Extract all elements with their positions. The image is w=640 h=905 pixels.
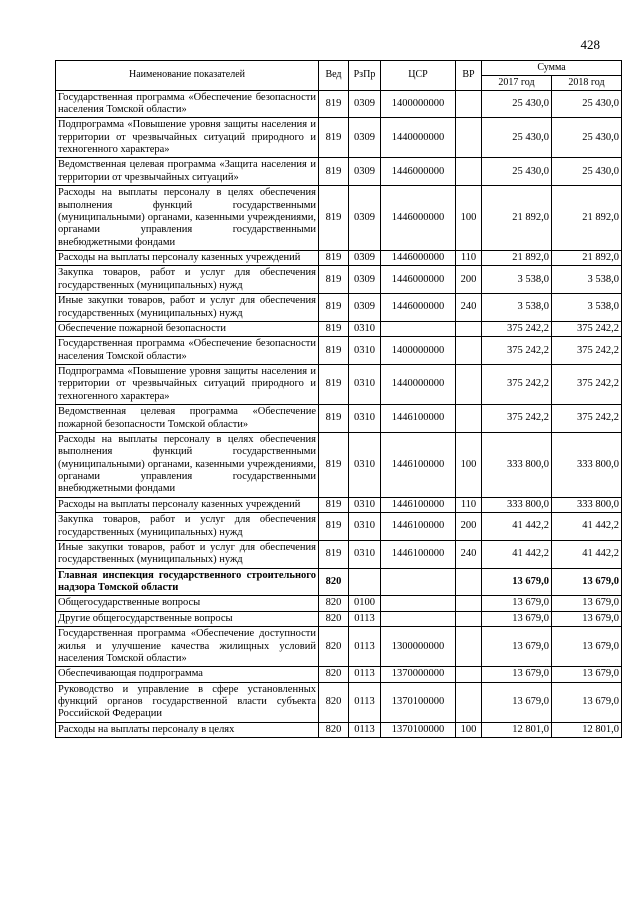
cell-sum-2018: 375 242,2 (552, 365, 622, 405)
table-row (56, 432, 622, 497)
cell-sum-2017: 375 242,2 (482, 337, 552, 365)
table-row (56, 405, 622, 433)
cell-ved: 820 (319, 667, 349, 682)
cell-sum-2018: 21 892,0 (552, 186, 622, 251)
cell-sum-2018: 25 430,0 (552, 118, 622, 158)
cell-sum-2017: 12 801,0 (482, 722, 552, 737)
table-row (56, 321, 622, 336)
cell-csr: 1446000000 (381, 294, 456, 322)
cell-sum-2017: 375 242,2 (482, 405, 552, 433)
cell-sum-2018: 13 679,0 (552, 611, 622, 626)
cell-vr (456, 405, 482, 433)
cell-sum-2018: 21 892,0 (552, 251, 622, 266)
table-row (56, 266, 622, 294)
cell-name: Обеспечение пожарной безопасности (56, 321, 319, 336)
cell-sum-2018: 375 242,2 (552, 337, 622, 365)
cell-name: Иные закупки товаров, работ и услуг для обеспечения государственных (муниципальных) нужд (56, 294, 319, 322)
cell-vr: 110 (456, 497, 482, 512)
cell-name: Общегосударственные вопросы (56, 596, 319, 611)
cell-vr (456, 667, 482, 682)
cell-ved: 820 (319, 627, 349, 667)
cell-vr (456, 321, 482, 336)
cell-sum-2018: 375 242,2 (552, 321, 622, 336)
cell-sum-2017: 375 242,2 (482, 365, 552, 405)
cell-ved: 820 (319, 682, 349, 722)
cell-csr: 1446000000 (381, 186, 456, 251)
cell-sum-2017: 13 679,0 (482, 627, 552, 667)
cell-vr (456, 337, 482, 365)
cell-csr: 1446100000 (381, 540, 456, 568)
cell-sum-2017: 25 430,0 (482, 118, 552, 158)
cell-name: Государственная программа «Обеспечение безопасности населения Томской области» (56, 337, 319, 365)
cell-sum-2018: 25 430,0 (552, 90, 622, 118)
cell-name: Расходы на выплаты персоналу казенных учреждений (56, 251, 319, 266)
cell-csr: 1446000000 (381, 266, 456, 294)
table-row (56, 365, 622, 405)
cell-vr (456, 596, 482, 611)
cell-csr: 1440000000 (381, 365, 456, 405)
header-sum: Сумма (482, 61, 622, 76)
cell-csr: 1400000000 (381, 337, 456, 365)
cell-csr: 1370100000 (381, 682, 456, 722)
cell-rzpr: 0113 (349, 611, 381, 626)
table-row (56, 497, 622, 512)
cell-name: Расходы на выплаты персоналу в целях обеспечения выполнения функций государственными (муниципальными) органами, казенными учреждениями, органами управления государственными внебюджетными фондами (56, 432, 319, 497)
table-row (56, 294, 622, 322)
cell-name: Главная инспекция государственного строительного надзора Томской области (56, 568, 319, 596)
cell-sum-2017: 333 800,0 (482, 432, 552, 497)
cell-name: Иные закупки товаров, работ и услуг для обеспечения государственных (муниципальных) нужд (56, 540, 319, 568)
table-row (56, 667, 622, 682)
cell-vr (456, 627, 482, 667)
cell-sum-2018: 13 679,0 (552, 627, 622, 667)
cell-ved: 820 (319, 611, 349, 626)
cell-rzpr: 0309 (349, 118, 381, 158)
cell-ved: 819 (319, 405, 349, 433)
cell-sum-2017: 41 442,2 (482, 540, 552, 568)
cell-sum-2017: 25 430,0 (482, 158, 552, 186)
cell-ved: 819 (319, 497, 349, 512)
cell-rzpr: 0310 (349, 540, 381, 568)
cell-csr: 1440000000 (381, 118, 456, 158)
cell-csr (381, 596, 456, 611)
cell-ved: 819 (319, 186, 349, 251)
table-row (56, 158, 622, 186)
cell-rzpr: 0113 (349, 682, 381, 722)
cell-csr: 1446100000 (381, 405, 456, 433)
header-ved: Вед (319, 61, 349, 91)
cell-vr: 200 (456, 266, 482, 294)
cell-vr: 110 (456, 251, 482, 266)
cell-ved: 819 (319, 365, 349, 405)
cell-name: Руководство и управление в сфере установленных функций органов государственной власти субъекта Российской Федерации (56, 682, 319, 722)
cell-vr (456, 568, 482, 596)
table-row (56, 568, 622, 596)
cell-rzpr: 0310 (349, 513, 381, 541)
cell-sum-2018: 41 442,2 (552, 513, 622, 541)
cell-sum-2018: 41 442,2 (552, 540, 622, 568)
cell-ved: 819 (319, 513, 349, 541)
table-row (56, 513, 622, 541)
header-csr: ЦСР (381, 61, 456, 91)
cell-name: Другие общегосударственные вопросы (56, 611, 319, 626)
cell-sum-2017: 333 800,0 (482, 497, 552, 512)
table-row (56, 682, 622, 722)
cell-name: Закупка товаров, работ и услуг для обеспечения государственных (муниципальных) нужд (56, 513, 319, 541)
cell-sum-2018: 12 801,0 (552, 722, 622, 737)
cell-sum-2018: 333 800,0 (552, 432, 622, 497)
cell-sum-2018: 13 679,0 (552, 682, 622, 722)
cell-csr (381, 611, 456, 626)
cell-ved: 819 (319, 337, 349, 365)
cell-csr: 1300000000 (381, 627, 456, 667)
cell-csr: 1370100000 (381, 722, 456, 737)
cell-sum-2017: 21 892,0 (482, 186, 552, 251)
cell-sum-2017: 3 538,0 (482, 294, 552, 322)
cell-sum-2017: 375 242,2 (482, 321, 552, 336)
cell-sum-2017: 13 679,0 (482, 568, 552, 596)
cell-rzpr: 0113 (349, 627, 381, 667)
cell-rzpr: 0309 (349, 186, 381, 251)
cell-ved: 819 (319, 540, 349, 568)
cell-ved: 819 (319, 321, 349, 336)
cell-name: Расходы на выплаты персоналу в целях обеспечения выполнения функций государственными (муниципальными) органами, казенными учреждениями, органами управления государственными внебюджетными фондами (56, 186, 319, 251)
cell-rzpr: 0310 (349, 497, 381, 512)
cell-vr (456, 90, 482, 118)
cell-rzpr: 0310 (349, 365, 381, 405)
cell-csr (381, 321, 456, 336)
table-row (56, 186, 622, 251)
cell-vr: 200 (456, 513, 482, 541)
cell-csr: 1446100000 (381, 497, 456, 512)
table-body (56, 90, 622, 738)
cell-vr (456, 118, 482, 158)
cell-vr (456, 158, 482, 186)
cell-rzpr: 0113 (349, 667, 381, 682)
cell-sum-2017: 13 679,0 (482, 667, 552, 682)
table-row (56, 611, 622, 626)
cell-vr (456, 611, 482, 626)
cell-name: Закупка товаров, работ и услуг для обеспечения государственных (муниципальных) нужд (56, 266, 319, 294)
cell-csr (381, 568, 456, 596)
cell-rzpr: 0309 (349, 158, 381, 186)
cell-ved: 819 (319, 158, 349, 186)
cell-sum-2017: 21 892,0 (482, 251, 552, 266)
cell-name: Расходы на выплаты персоналу в целях (56, 722, 319, 737)
table-row (56, 337, 622, 365)
cell-sum-2018: 375 242,2 (552, 405, 622, 433)
cell-rzpr: 0309 (349, 90, 381, 118)
cell-vr (456, 365, 482, 405)
cell-csr: 1446100000 (381, 432, 456, 497)
cell-name: Ведомственная целевая программа «Защита населения и территории от чрезвычайных ситуаций» (56, 158, 319, 186)
cell-rzpr (349, 568, 381, 596)
cell-sum-2018: 13 679,0 (552, 596, 622, 611)
cell-ved: 819 (319, 432, 349, 497)
cell-sum-2018: 25 430,0 (552, 158, 622, 186)
header-rzpr: РзПр (349, 61, 381, 91)
table-row (56, 596, 622, 611)
cell-vr: 100 (456, 186, 482, 251)
cell-ved: 819 (319, 294, 349, 322)
cell-rzpr: 0113 (349, 722, 381, 737)
cell-vr: 100 (456, 432, 482, 497)
budget-table (55, 60, 622, 738)
cell-sum-2018: 13 679,0 (552, 667, 622, 682)
cell-ved: 819 (319, 266, 349, 294)
cell-sum-2018: 333 800,0 (552, 497, 622, 512)
cell-sum-2017: 25 430,0 (482, 90, 552, 118)
header-name: Наименование показателей (56, 61, 319, 91)
cell-ved: 820 (319, 568, 349, 596)
cell-csr: 1446000000 (381, 251, 456, 266)
cell-rzpr: 0310 (349, 432, 381, 497)
cell-ved: 820 (319, 596, 349, 611)
cell-name: Ведомственная целевая программа «Обеспечение пожарной безопасности Томской области» (56, 405, 319, 433)
table-row (56, 118, 622, 158)
cell-ved: 819 (319, 118, 349, 158)
cell-sum-2018: 13 679,0 (552, 568, 622, 596)
cell-sum-2017: 13 679,0 (482, 596, 552, 611)
cell-rzpr: 0309 (349, 266, 381, 294)
cell-sum-2018: 3 538,0 (552, 294, 622, 322)
cell-rzpr: 0309 (349, 294, 381, 322)
page-number: 428 (580, 37, 600, 52)
cell-name: Обеспечивающая подпрограмма (56, 667, 319, 682)
cell-vr: 100 (456, 722, 482, 737)
cell-rzpr: 0310 (349, 321, 381, 336)
header-year-2017: 2017 год (482, 75, 552, 90)
cell-sum-2017: 13 679,0 (482, 682, 552, 722)
cell-rzpr: 0100 (349, 596, 381, 611)
cell-sum-2017: 13 679,0 (482, 611, 552, 626)
table-row (56, 251, 622, 266)
cell-name: Расходы на выплаты персоналу казенных учреждений (56, 497, 319, 512)
cell-rzpr: 0310 (349, 337, 381, 365)
cell-name: Подпрограмма «Повышение уровня защиты населения и территории от чрезвычайных ситуаций природного и техногенного характера» (56, 118, 319, 158)
table-row (56, 722, 622, 737)
cell-csr: 1370000000 (381, 667, 456, 682)
cell-ved: 819 (319, 90, 349, 118)
cell-csr: 1400000000 (381, 90, 456, 118)
cell-name: Подпрограмма «Повышение уровня защиты населения и территории от чрезвычайных ситуаций природного и техногенного характера» (56, 365, 319, 405)
cell-sum-2017: 41 442,2 (482, 513, 552, 541)
cell-rzpr: 0309 (349, 251, 381, 266)
header-vr: ВР (456, 61, 482, 91)
cell-name: Государственная программа «Обеспечение безопасности населения Томской области» (56, 90, 319, 118)
cell-vr: 240 (456, 540, 482, 568)
cell-ved: 819 (319, 251, 349, 266)
cell-csr: 1446100000 (381, 513, 456, 541)
cell-sum-2018: 3 538,0 (552, 266, 622, 294)
cell-ved: 820 (319, 722, 349, 737)
cell-vr (456, 682, 482, 722)
cell-vr: 240 (456, 294, 482, 322)
header-year-2018: 2018 год (552, 75, 622, 90)
cell-rzpr: 0310 (349, 405, 381, 433)
cell-csr: 1446000000 (381, 158, 456, 186)
table-row (56, 90, 622, 118)
table-row (56, 540, 622, 568)
cell-name: Государственная программа «Обеспечение доступности жилья и улучшение качества жилищных условий населения Томской области» (56, 627, 319, 667)
table-row (56, 627, 622, 667)
cell-sum-2017: 3 538,0 (482, 266, 552, 294)
